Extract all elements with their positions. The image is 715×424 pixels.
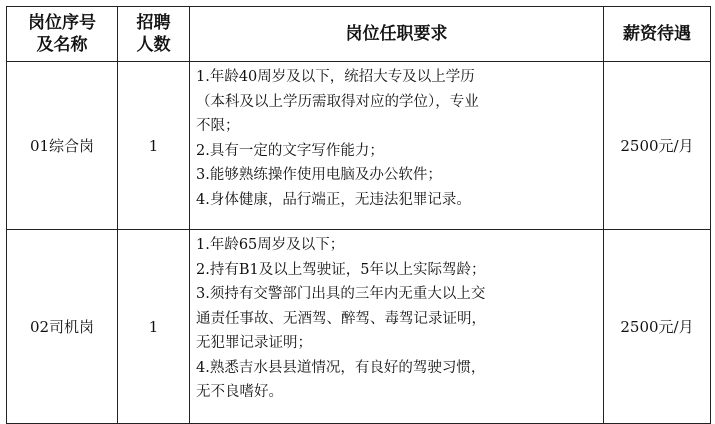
header-count-line1: 招聘 bbox=[136, 13, 171, 33]
cell-count: 1 bbox=[118, 62, 190, 230]
header-requirements: 岗位任职要求 bbox=[190, 7, 604, 62]
header-salary: 薪资待遇 bbox=[604, 7, 711, 62]
header-position-line1: 岗位序号 bbox=[28, 13, 96, 33]
header-count bbox=[118, 7, 190, 62]
cell-requirements bbox=[190, 230, 604, 424]
job-requirements-table bbox=[6, 6, 711, 424]
requirement-line: 不限； bbox=[196, 118, 240, 134]
requirement-line: 3.须持有交警部门出具的三年内无重大以上交 bbox=[196, 286, 486, 302]
header-position bbox=[7, 7, 118, 62]
requirement-line: 1.年龄40周岁及以下，统招大专及以上学历 bbox=[196, 69, 475, 85]
requirement-line: （本科及以上学历需取得对应的学位），专业 bbox=[196, 93, 479, 110]
cell-count: 1 bbox=[118, 230, 190, 424]
requirement-line: 1.年龄65周岁及以下； bbox=[196, 237, 345, 253]
cell-position: 02司机岗 bbox=[7, 230, 118, 424]
cell-salary: 2500元/月 bbox=[604, 230, 711, 424]
cell-position: 01综合岗 bbox=[7, 62, 118, 230]
cell-salary: 2500元/月 bbox=[604, 62, 711, 230]
requirement-line: 无犯罪记录证明； bbox=[196, 335, 312, 351]
requirement-line: 通责任事故、无酒驾、醉驾、毒驾记录证明， bbox=[196, 310, 486, 327]
header-count-line2: 人数 bbox=[136, 35, 171, 55]
requirement-line: 2.具有一定的文字写作能力； bbox=[196, 142, 384, 159]
requirement-line: 3.能够熟练操作使用电脑及办公软件； bbox=[196, 167, 442, 183]
requirement-line: 4.熟悉吉水县县道情况，有良好的驾驶习惯， bbox=[196, 359, 486, 376]
table-row bbox=[7, 62, 711, 230]
requirement-line: 2.持有B1及以上驾驶证，5年以上实际驾龄； bbox=[196, 261, 486, 278]
requirement-line: 无不良嗜好。 bbox=[196, 384, 283, 400]
cell-requirements bbox=[190, 62, 604, 230]
header-position-line2: 及名称 bbox=[36, 35, 88, 55]
table-header-row bbox=[7, 7, 711, 62]
requirement-line: 4.身体健康，品行端正，无违法犯罪记录。 bbox=[196, 191, 471, 208]
table-row bbox=[7, 230, 711, 424]
